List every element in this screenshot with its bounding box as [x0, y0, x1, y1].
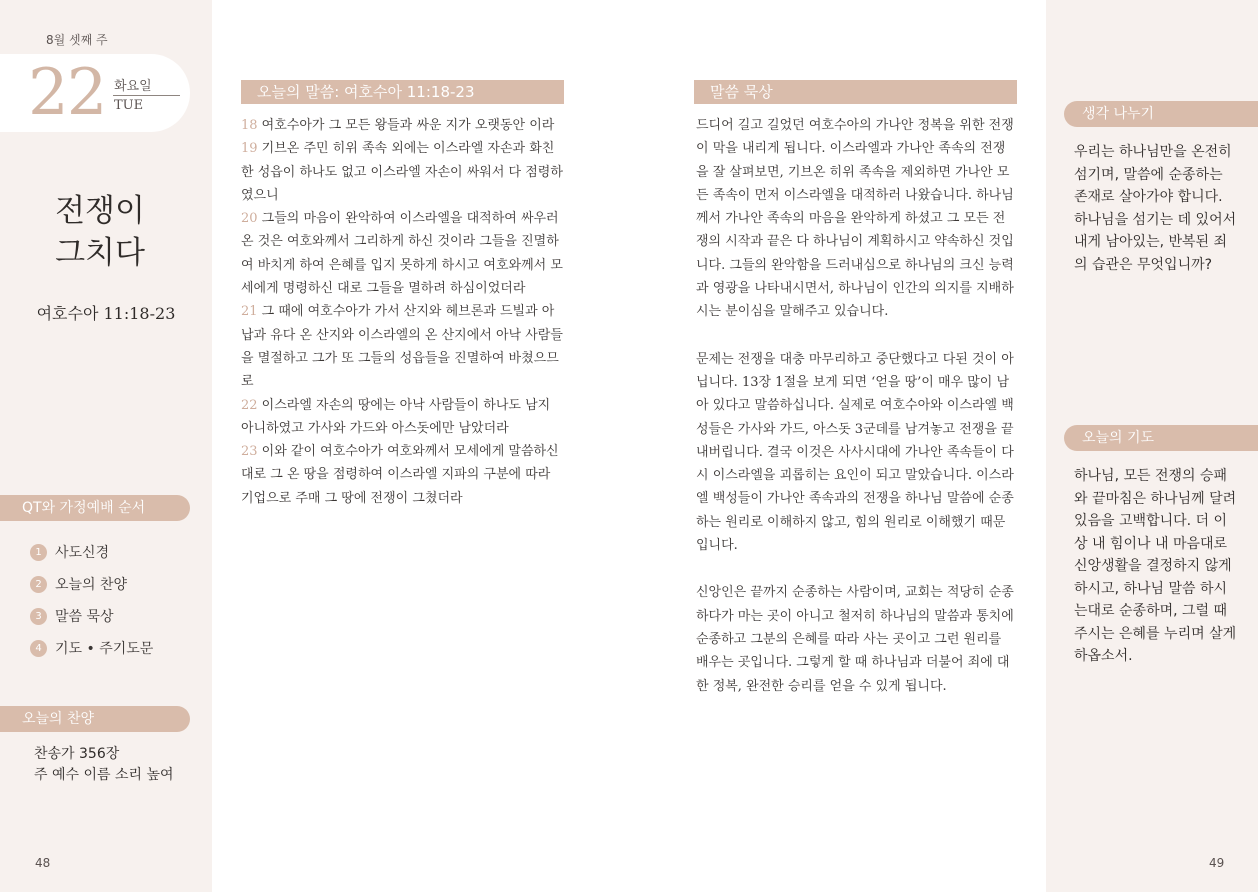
page-title-line2: 그치다	[55, 235, 145, 271]
prayer-heading: 오늘의 기도	[1064, 425, 1258, 451]
order-heading: QT와 가정예배 순서	[0, 495, 190, 521]
page-title	[0, 190, 200, 274]
share-text: 우리는 하나님만을 온전히 섬기며, 말씀에 순종하는 존재로 살아가야 합니다. 하나님을 섬기는 데 있어서 내게 남아있는, 반복된 죄의 습관은 무엇입니까?	[1074, 144, 1237, 273]
verse-text: 이와 같이 여호수아가 여호와께서 모세에게 말씀하신 대로 그 온 땅을 점령하여 이스라엘 지파의 구분에 따라 기업으로 주매 그 땅에 전쟁이 그쳤더라	[241, 444, 559, 506]
day-divider	[113, 95, 180, 96]
meditation-heading: 말씀 묵상	[694, 80, 1017, 104]
day-number: 22	[28, 56, 106, 130]
order-number-badge: 1	[30, 544, 47, 561]
order-item-2	[30, 574, 127, 594]
verse-number: 18	[241, 118, 258, 133]
bible-reference: 여호수아 11:18-23	[36, 304, 176, 323]
order-item-label: 기도 • 주기도문	[55, 641, 154, 657]
verse-20	[241, 207, 563, 300]
hymn-info	[34, 744, 174, 786]
verse-23	[241, 440, 563, 510]
order-item-1	[30, 542, 109, 562]
page-number-right: 49	[1209, 856, 1225, 870]
day-korean: 화요일	[114, 79, 152, 94]
page-number-left: 48	[35, 856, 51, 870]
verse-21	[241, 300, 563, 393]
verse-text: 여호수아가 그 모든 왕들과 싸운 지가 오랫동안 이라	[257, 118, 555, 133]
verse-number: 20	[241, 211, 258, 227]
order-item-label: 말씀 묵상	[55, 609, 114, 625]
order-item-label: 사도신경	[55, 545, 110, 561]
verse-number: 22	[241, 397, 258, 413]
meditation-text	[696, 114, 1017, 722]
verse-text: 이스라엘 자손의 땅에는 아낙 사람들이 하나도 남지 아니하였고 가사와 가드와 아스돗에만 남았더라	[241, 397, 551, 436]
meditation-paragraph: 드디어 길고 길었던 여호수아의 가나안 정복을 위한 전쟁이 막을 내리게 됩니다. 이스라엘과 가나안 족속의 전쟁을 잘 살펴보면, 기브온 히위 족속을 제외하면 가나안 모든 족속이 먼저 이스라엘을 대적하러 나왔습니다. 하나님께서 가나안 족속의 마음을 완악하게 하셨고 그 모든 전쟁의 시작과 끝은 다 하나님이 계획하시고 약속하신 것입니다. 그들의 완악함을 드러내심으로 하나님의 크신 능력과 영광을 나타내시면서, 하나님이 인간의 의지를 지배하시는 분이심을 말해주고 있습니다.	[696, 118, 1014, 320]
order-number-badge: 4	[30, 640, 47, 657]
order-item-4	[30, 638, 153, 658]
order-item-label: 오늘의 찬양	[55, 577, 128, 593]
scripture-text	[241, 114, 563, 510]
day-english: TUE	[114, 98, 144, 113]
verse-number: 19	[241, 141, 258, 157]
left-sidebar	[0, 0, 212, 892]
verse-number: 21	[241, 304, 258, 320]
verse-text: 그 때에 여호수아가 가서 산지와 헤브론과 드빌과 아납과 유다 온 산지와 이스라엘의 온 산지에서 아낙 사람들을 멸절하고 그가 또 그들의 성읍들을 진멸하여 바쳤으므로	[241, 304, 563, 390]
verse-22	[241, 394, 563, 441]
order-number-badge: 3	[30, 608, 47, 625]
verse-text: 기브온 주민 히위 족속 외에는 이스라엘 자손과 화친한 성읍이 하나도 없고 이스라엘 자손이 싸워서 다 점령하였으니	[241, 141, 563, 203]
week-label: 8월 셋째 주	[46, 33, 108, 47]
hymn-number: 찬송가 356장	[34, 746, 120, 762]
hymn-title: 주 예수 이름 소리 높여	[34, 767, 174, 783]
verse-19	[241, 137, 563, 207]
share-heading: 생각 나누기	[1064, 101, 1258, 127]
meditation-paragraph: 신앙인은 끝까지 순종하는 사람이며, 교회는 적당히 순종하다가 마는 곳이 아니고 철저히 하나님의 말씀과 통치에 순종하고 그분의 은혜를 따라 사는 곳이고 그런 원리를 배우는 곳입니다. 그렇게 할 때 하나님과 더불어 죄에 대한 정복, 완전한 승리를 얻을 수 있게 됩니다.	[696, 585, 1014, 694]
hymn-heading: 오늘의 찬양	[0, 706, 190, 732]
verse-text: 그들의 마음이 완악하여 이스라엘을 대적하여 싸우러 온 것은 여호와께서 그리하게 하신 것이라 그들을 진멸하여 바치게 하여 은혜를 입지 못하게 하시고 여호와께서 모세에게 명령하신 대로 그들을 멸하려 하심이었더라	[241, 211, 563, 297]
order-number-badge: 2	[30, 576, 47, 593]
meditation-paragraph: 문제는 전쟁을 대충 마무리하고 중단했다고 다된 것이 아닙니다. 13장 1절을 보게 되면 ‘얻을 땅’이 매우 많이 남아 있다고 말씀하십니다. 실제로 여호수아와 이스라엘 백성들은 가사와 가드, 아스돗 3군데를 남겨놓고 전쟁을 끝내버립니다. 결국 이것은 사사시대에 가나안 족속들이 다시 이스라엘을 괴롭히는 요인이 되고 말았습니다. 이스라엘 백성들이 가나안 족속과의 전쟁을 하나님 말씀에 순종하는 원리로 이해하지 않고, 힘의 원리로 이해했기 때문입니다.	[696, 351, 1014, 554]
order-item-3	[30, 606, 114, 626]
prayer-text: 하나님, 모든 전쟁의 승패와 끝마침은 하나님께 달려 있음을 고백합니다. 더 이상 내 힘이나 내 마음대로 신앙생활을 결정하지 않게 하시고, 하나님 말씀 하시는대로 순종하며, 그럴 때 주시는 은혜를 누리며 살게 하옵소서.	[1074, 468, 1237, 664]
page-title-line1: 전쟁이	[55, 193, 145, 229]
verse-number: 23	[241, 444, 258, 460]
scripture-heading: 오늘의 말씀: 여호수아 11:18-23	[241, 80, 564, 104]
verse-18	[241, 114, 563, 137]
